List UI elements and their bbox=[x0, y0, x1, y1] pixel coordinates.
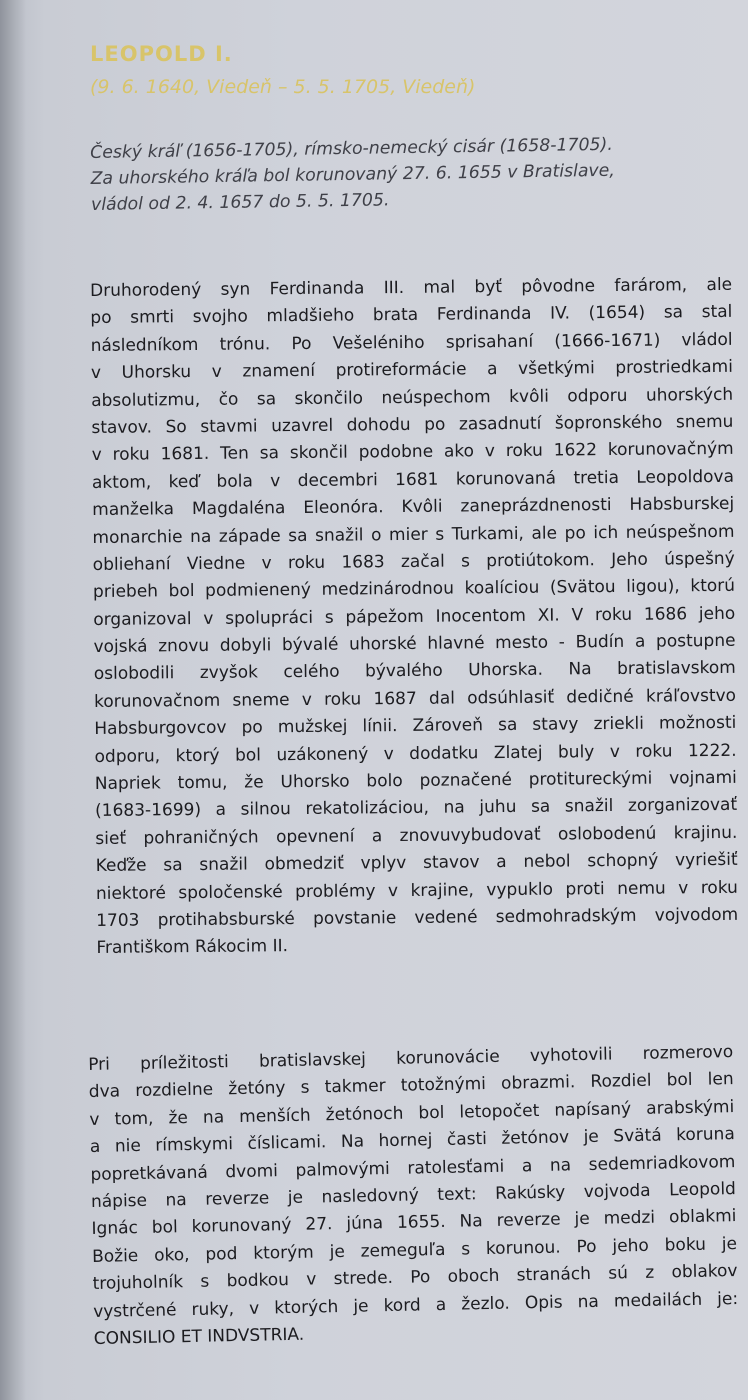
body-line: po smrti svojho mladšieho brata Ferdinanda IV. (1654) sa stal bbox=[90, 302, 733, 329]
body-line: následníkom trónu. Po Vešeléniho sprisahaní (1666-1671) vládol bbox=[90, 329, 733, 356]
body-line: Božie oko, pod ktorým je zemeguľa s korunou. Po jeho boku je bbox=[91, 1233, 738, 1267]
body-line: oslobodili zvyšok celého bývalého Uhorska. Na bratislavskom bbox=[93, 658, 736, 685]
body-line: Keďže sa snažil obmedziť vplyv stavov a nebol schopný vyriešiť bbox=[95, 850, 738, 877]
body-line: priebeh bol podmienený medzinárodnou koalíciou (Svätou ligou), ktorú bbox=[92, 576, 736, 603]
intro-line: vládol od 2. 4. 1657 do 5. 5. 1705. bbox=[90, 190, 390, 215]
ruler-name-heading: LEOPOLD I. bbox=[90, 42, 233, 66]
body-line: odporu, ktorý bol uzákonený v dodatku Zlatej buly v roku 1222. bbox=[94, 740, 737, 767]
body-line: popretkávaná dvomi palmovými ratolesťami a na sedemriadkovom bbox=[90, 1151, 736, 1185]
token-description-paragraph bbox=[88, 1039, 739, 1353]
body-line: manželka Magdaléna Eleonóra. Kvôli zaneprázdnenosti Habsburskej bbox=[92, 493, 735, 521]
body-line: nápise na reverze je nasledovný text: Rakúsky vojvoda Leopold bbox=[90, 1178, 737, 1212]
body-line: aktom, keď bola v decembri 1681 korunovaná tretia Leopoldova bbox=[91, 466, 735, 493]
body-line: korunovačnom sneme v roku 1687 dal odsúhlasiť dedičné kráľovstvo bbox=[93, 685, 737, 712]
body-line: Habsburgovcov po mužskej línii. Zároveň sa stavy zriekli možnosti bbox=[94, 713, 737, 740]
body-line: monarchie na západe sa snažil o mier s Turkami, ale po ich neúspešnom bbox=[92, 521, 735, 548]
body-line: Napriek tomu, že Uhorsko bolo poznačené protitureckými vojnami bbox=[94, 767, 737, 795]
body-line: vojská znovu dobyli bývalé uhorské hlavné mesto - Budín a postupne bbox=[93, 630, 736, 658]
body-line: organizoval v spolupráci s pápežom Inocentom XI. V roku 1686 jeho bbox=[93, 603, 736, 630]
body-line: Druhorodený syn Ferdinanda III. mal byť pôvodne farárom, ale bbox=[90, 274, 733, 301]
body-line: CONSILIO ET INDVSTRIA. bbox=[93, 1324, 305, 1349]
intro-line: Český kráľ (1656-1705), rímsko-nemecký cisár (1658-1705). bbox=[90, 134, 613, 163]
body-line: Františkom Rákocim II. bbox=[96, 936, 289, 959]
body-line: Pri príležitosti bratislavskej korunovácie vyhotovili rozmerovo bbox=[88, 1042, 734, 1075]
intro-line: Za uhorského kráľa bol korunovaný 27. 6. 1655 v Bratislave, bbox=[90, 160, 615, 189]
body-line: v roku 1681. Ten sa skončil podobne ako v roku 1622 korunovačným bbox=[91, 439, 734, 466]
body-line: v tom, že na menších žetónoch bol letopočet napísaný arabskými bbox=[89, 1096, 735, 1130]
body-line: a nie rímskymi číslicami. Na hornej časti žetónov je Svätá koruna bbox=[89, 1124, 735, 1158]
body-line: obliehaní Viedne v roku 1683 začal s protiútokom. Jeho úspešný bbox=[92, 548, 735, 575]
body-line: Ignác bol korunovaný 27. júna 1655. Na reverze je medzi oblakmi bbox=[91, 1206, 737, 1240]
body-line: stavov. So stavmi uzavrel dohodu po zasadnutí šopronského snemu bbox=[91, 411, 734, 438]
body-line: v Uhorsku v znamení protireformácie a všetkými prostriedkami bbox=[90, 357, 733, 384]
body-line: vystrčené ruky, v ktorých je kord a žezlo. Opis na medailách je: bbox=[93, 1288, 739, 1322]
body-line: absolutizmu, čo sa skončilo neúspechom kvôli odporu uhorských bbox=[91, 384, 734, 411]
body-line: (1683-1699) a silnou rekatolizáciou, na juhu sa snažil zorganizovať bbox=[95, 795, 738, 822]
body-line: 1703 protihabsburské povstanie vedené sedmohradským vojvodom bbox=[96, 904, 739, 931]
body-line: trojuholník s bodkou v strede. Po oboch stranách sú z oblakov bbox=[92, 1261, 738, 1295]
body-line: niektoré spoločenské problémy v krajine, vypuklo proti nemu v roku bbox=[95, 877, 738, 904]
body-line: dva rozdielne žetóny s takmer totožnými obrazmi. Rozdiel bol len bbox=[88, 1069, 734, 1103]
ruler-life-dates: (9. 6. 1640, Viedeň – 5. 5. 1705, Viedeň) bbox=[90, 76, 476, 98]
biography-paragraph bbox=[90, 272, 739, 963]
body-line: sieť pohraničných opevnení a znovuvybudovať oslobodenú krajinu. bbox=[95, 822, 738, 849]
intro-summary bbox=[90, 130, 731, 218]
book-spine-shadow bbox=[0, 0, 26, 1400]
